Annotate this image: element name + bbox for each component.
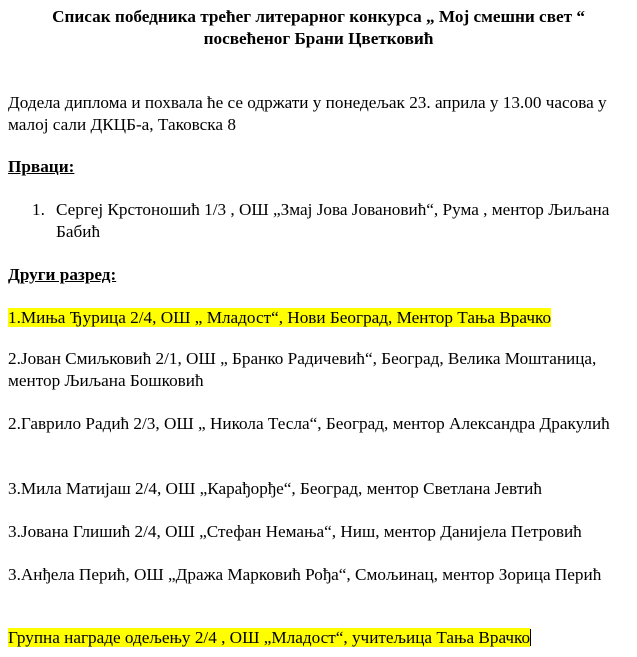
intro-paragraph: Додела диплома и похвала ће се одржати у понедељак 23. априла у 13.00 часова у малој сали ДКЦБ-а, Таковска 8 (8, 93, 607, 134)
section-second-grade-heading: Други разред: (8, 265, 117, 284)
section-second-grade-heading-wrap (8, 264, 630, 286)
entry-paragraph: 3.Анђела Перић, ОШ „Дража Марковић Рођа“, Смољинац, ментор Зорица Перић (8, 565, 602, 584)
entry-paragraph (8, 307, 630, 329)
document-title (6, 6, 631, 50)
entry-paragraph: 3.Мила Матијаш 2/4, ОШ „Карађорђе“, Београд, ментор Светлана Јевтић (8, 479, 542, 498)
highlighted-entry: 1.Миња Ђурица 2/4, ОШ „ Младост“, Нови Београд, Ментор Тања Врачко (8, 308, 552, 327)
list-item-text: Сергеј Крстоношић 1/3 , ОШ „Змај Јова Јовановић“, Рума , ментор Љиљана Бабић (56, 200, 610, 241)
group-award-paragraph (8, 627, 630, 649)
group-award-highlight: Групна награде одељењу 2/4 , ОШ „Младост“, учитељица Тања Врачко (8, 628, 531, 647)
title-line-1: Списак победника трећег литерарног конкурса „ Мој смешни свет “ (52, 7, 585, 26)
list-item-number: 1. (32, 200, 45, 219)
text-cursor (530, 629, 531, 646)
entry-paragraph: 2.Јован Смиљковић 2/1, ОШ „ Бранко Радичевић“, Београд, Велика Моштаница, ментор Љиљана Бошковић (8, 349, 597, 390)
section-first-grade-heading: Прваци: (8, 157, 75, 176)
title-line-2: посвећеног Брани Цветковић (203, 29, 434, 48)
section-first-grade-heading-wrap (8, 156, 630, 178)
entry-paragraph: 3.Јована Глишић 2/4, ОШ „Стефан Немања“, Ниш, ментор Данијела Петровић (8, 522, 582, 541)
entry-paragraph: 2.Гаврило Радић 2/3, ОШ „ Никола Тесла“, Београд, ментор Александра Дракулић (8, 414, 610, 433)
